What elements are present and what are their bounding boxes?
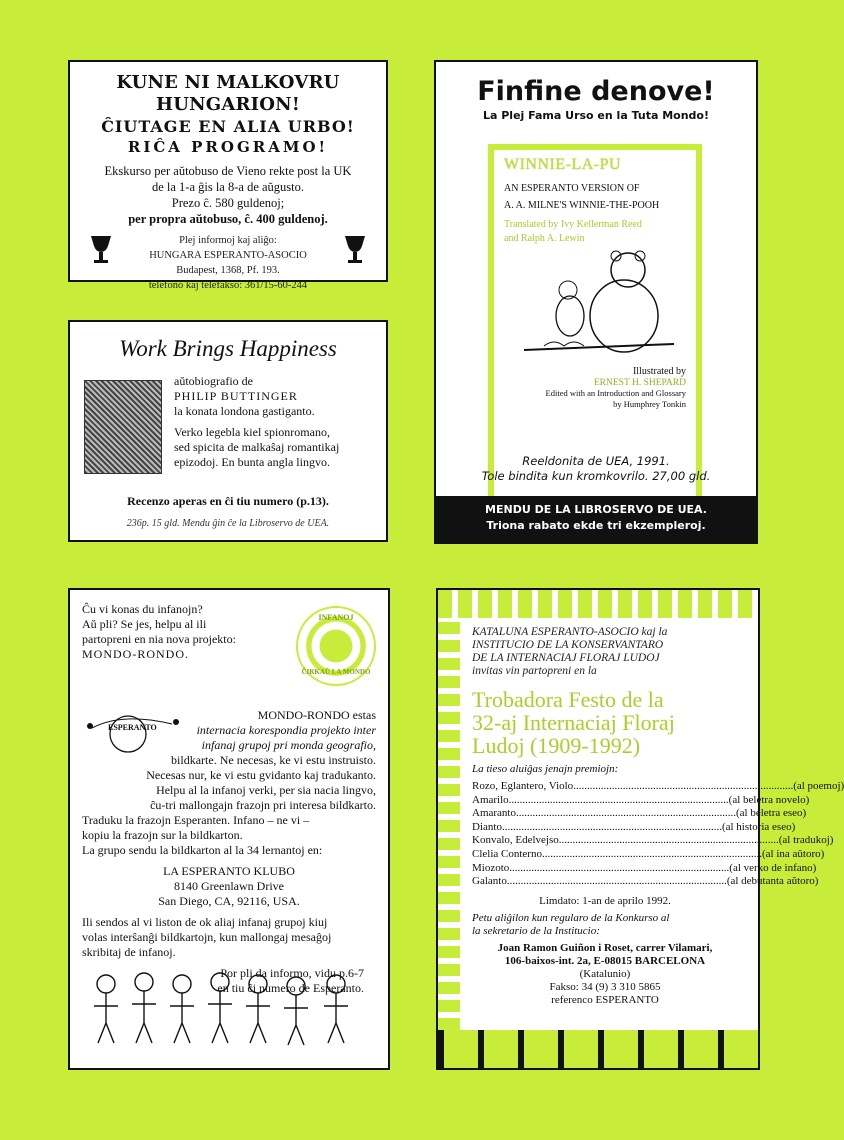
prize-name: Konvalo, Edelvejso [472, 834, 559, 847]
invitation: invitas vin partopreni en la [472, 665, 597, 677]
ad-text: epizodoj. En bunta angla lingvo. [174, 455, 330, 469]
ad-text: sed spicita de malkaŝaj romantikaj [174, 440, 340, 454]
mondo-rondo-ad [68, 588, 390, 1070]
editor: by Humphrey Tonkin [613, 399, 686, 409]
winnie-headline: Finfine denove! [477, 76, 715, 107]
ad-text: ĉu-tri mallongajn frazojn pri interesa bildkarto. [150, 798, 376, 812]
ad-text: Helpu al la infanoj verki, per sia nacia lingvo, [156, 783, 376, 797]
prize-category: (al beletra eseo) [735, 807, 807, 820]
globe-label: ESPERANTO [108, 723, 157, 732]
ad-text: Ĉu vi konas du infanojn? [82, 602, 203, 616]
prize-name: Amaranto [472, 807, 516, 820]
ad-text: la sekretario de la Institucio: [472, 924, 600, 937]
prize-row [472, 807, 807, 821]
globe-illustration [82, 708, 212, 752]
children-illustration-icon [84, 970, 378, 1054]
project-name: MONDO-RONDO. [82, 647, 189, 661]
illustrator: ERNEST H. SHEPARD [593, 378, 686, 388]
floral-border [438, 1030, 758, 1068]
leader-dots: ................................................................................ [501, 820, 722, 833]
prize-category: (al verko de infano) [729, 861, 817, 874]
floral-border [438, 590, 758, 618]
leader-dots: ................................................................................ [506, 875, 727, 888]
prize-category: (al historia eseo) [721, 820, 796, 833]
club-address: San Diego, CA, 92116, USA. [158, 894, 300, 908]
hungarion-info: Plej informoj kaj aliĝo: [179, 235, 277, 246]
prize-name: Galanto [472, 875, 507, 888]
prize-name: Rozo, Eglantero, Violo [472, 780, 574, 792]
hungarion-line: de la 1-a ĝis la 8-a de aŭgusto. [151, 180, 305, 194]
deadline: Limdato: 1-an de aprilo 1992. [539, 894, 671, 907]
ad-text: skribitaj de infanoj. [82, 945, 176, 959]
ad-text: partopreni en nia nova projekto: [82, 632, 236, 646]
translators: Translated by Ivy Kellerman Reed [504, 219, 642, 230]
prize-name: Miozoto [472, 861, 510, 874]
club-address: 8140 Greenlawn Drive [174, 879, 284, 893]
prize-category: (al debutanta aŭtoro) [726, 875, 819, 888]
hungarion-price: per propra aŭtobuso, ĉ. 400 guldenoj. [128, 212, 328, 226]
contact-address: Joan Ramon Guiñon i Roset, carrer Vilamari, [497, 941, 713, 954]
prizes-intro: La tieso aluiĝas jenajn premiojn: [472, 763, 619, 775]
ad-text: Traduku la frazojn Esperanten. Infano – ne vi – [82, 813, 310, 827]
hungarion-price: Prezo ĉ. 580 guldenoj; [171, 196, 285, 210]
prize-row [472, 834, 834, 848]
leader-dots: ................................................................................ [509, 861, 730, 874]
hungarion-org: HUNGARA ESPERANTO-ASOCIO [149, 250, 307, 261]
ad-text: bildkarte. Ne necesas, ke vi estu instruisto. [171, 753, 376, 767]
hungarion-program: RIĈA PROGRAMO! [127, 138, 329, 156]
order-bar [436, 496, 756, 542]
leader-dots: ................................................................................ [515, 807, 736, 820]
leader-dots: ................................................................................ [558, 834, 779, 847]
prize-row [472, 780, 844, 794]
ad-text: volas interŝanĝi bildkartojn, kun mallongaj mesaĝoj [82, 930, 332, 944]
ad-text: Aŭ pli? Se jes, helpu al ili [82, 617, 207, 631]
editor: Edited with an Introduction and Glossary [545, 388, 686, 398]
ad-text: la konata londona gastiganto. [174, 404, 315, 418]
contact-address: (Katalunio) [579, 967, 631, 980]
urn-icon [88, 232, 114, 266]
work-brings-happiness-ad [68, 320, 388, 542]
prize-row [472, 793, 810, 808]
ad-text: infanaj grupoj pri monda geografio, [201, 738, 376, 752]
prize-row [472, 847, 825, 862]
hungarion-line: Ekskurso per aŭtobuso de Vieno rekte post la UK [104, 164, 352, 178]
book-cover-sub: AN ESPERANTO VERSION OF [504, 183, 640, 194]
event-title: 32-aj Internaciaj Floraj [472, 710, 675, 735]
organizer: INSTITUCIO DE LA KONSERVANTARO [472, 639, 664, 651]
ad-text: Petu aliĝilon kun regularo de la Konkurso al [472, 911, 670, 924]
organizer: DE LA INTERNACIAJ FLORAJ LUDOJ [472, 652, 660, 664]
hungarion-phone: telefono kaj telefakso: 361/15-60-244 [148, 280, 308, 291]
prize-category: (al tradukoj) [778, 834, 834, 847]
book-title: Work Brings Happiness [119, 336, 337, 361]
ad-text: kopiu la frazojn sur la bildkarton. [82, 828, 243, 842]
contact-address: 106-baixos-int. 2a, E-08015 BARCELONA [504, 954, 706, 967]
logo-text: INFANOJ [318, 613, 354, 622]
ad-text: La grupo sendu la bildkarton al la 34 lernantoj en: [82, 843, 323, 857]
book-cover-sub: A. A. MILNE'S WINNIE-THE-POOH [504, 200, 660, 211]
leader-dots: ................................................................................ [541, 847, 762, 860]
price-note: Tole bindita kun kromkovrilo. 27,00 gld. [481, 469, 711, 483]
event-title: Trobadora Festo de la [472, 687, 664, 712]
author-name: PHILIP BUTTINGER [174, 389, 298, 403]
review-note: Recenzo aperas en ĉi tiu numero (p.13). [127, 494, 329, 508]
ad-text: aŭtobiografio de [174, 374, 253, 388]
ad-text: en tiu ĉi numero de Esperanto. [217, 981, 364, 995]
author-photo [84, 380, 162, 474]
winnie-ad [434, 60, 758, 544]
urn-icon [342, 232, 368, 266]
event-title: Ludoj (1909-1992) [472, 733, 641, 758]
floraj-ludoj-ad [436, 588, 844, 1070]
publication-note: Reeldonita de UEA, 1991. [522, 454, 670, 468]
club-name: LA ESPERANTO KLUBO [163, 864, 295, 878]
ad-text: internacia korespondia projekto inter [196, 723, 376, 737]
ad-text: Necesas nur, ke vi estu gvidanto kaj tradukanto. [146, 768, 376, 782]
price-note: 236p. 15 gld. Mendu ĝin ĉe la Libroservo de UEA. [126, 518, 330, 529]
leader-dots: ................................................................................ [508, 793, 729, 806]
prize-row [472, 820, 796, 835]
pooh-illustration-icon [504, 246, 684, 356]
leader-dots: ................................................................................ [573, 780, 794, 792]
organizer: KATALUNA ESPERANTO-ASOCIO kaj la [472, 626, 668, 638]
hungarion-ad [68, 60, 388, 291]
hungarion-title: KUNE NI MALKOVRU HUNGARION! [116, 72, 340, 115]
prize-row [472, 861, 817, 876]
ad-text: MONDO-RONDO estas [257, 708, 376, 722]
prize-name: Dianto [472, 820, 502, 833]
ad-text: Verko legebla kiel spionromano, [174, 425, 330, 439]
prize-name: Clelia Conterno [472, 847, 542, 860]
ad-text: Ili sendos al vi liston de ok aliaj infanaj grupoj kiuj [82, 915, 328, 929]
infanoj-logo [296, 606, 376, 686]
hungarion-address: Budapest, 1368, Pf. 193. [176, 265, 280, 276]
ad-text: Por pli da informo, vidu p.6-7 [220, 966, 364, 980]
prize-category: (al ina aŭtoro) [761, 847, 825, 860]
contact-reference: referenco ESPERANTO [551, 993, 659, 1006]
prize-category: (al beletra novelo) [728, 793, 810, 806]
contact-fax: Fakso: 34 (9) 3 310 5865 [549, 980, 661, 993]
book-cover [488, 144, 702, 502]
logo-text: ĈIRKAŬ LA MONDO [301, 668, 371, 676]
prize-category: (al poemoj) [793, 780, 844, 792]
discount-text: Triona rabato ekde tri ekzempleroj. [486, 519, 706, 532]
winnie-subtitle: La Plej Fama Urso en la Tuta Mondo! [482, 109, 709, 122]
floral-border [438, 618, 460, 1030]
hungarion-subtitle: ĈIUTAGE EN ALIA URBO! [101, 117, 355, 136]
book-cover-title: WINNIE-LA-PU [504, 156, 622, 173]
translators: and Ralph A. Lewin [504, 233, 585, 244]
illustrated-by: Illustrated by [632, 366, 686, 377]
order-text: MENDU DE LA LIBROSERVO DE UEA. [485, 503, 707, 516]
prize-list [472, 780, 844, 889]
prize-row [472, 875, 819, 889]
prize-name: Amarilo [472, 793, 509, 806]
